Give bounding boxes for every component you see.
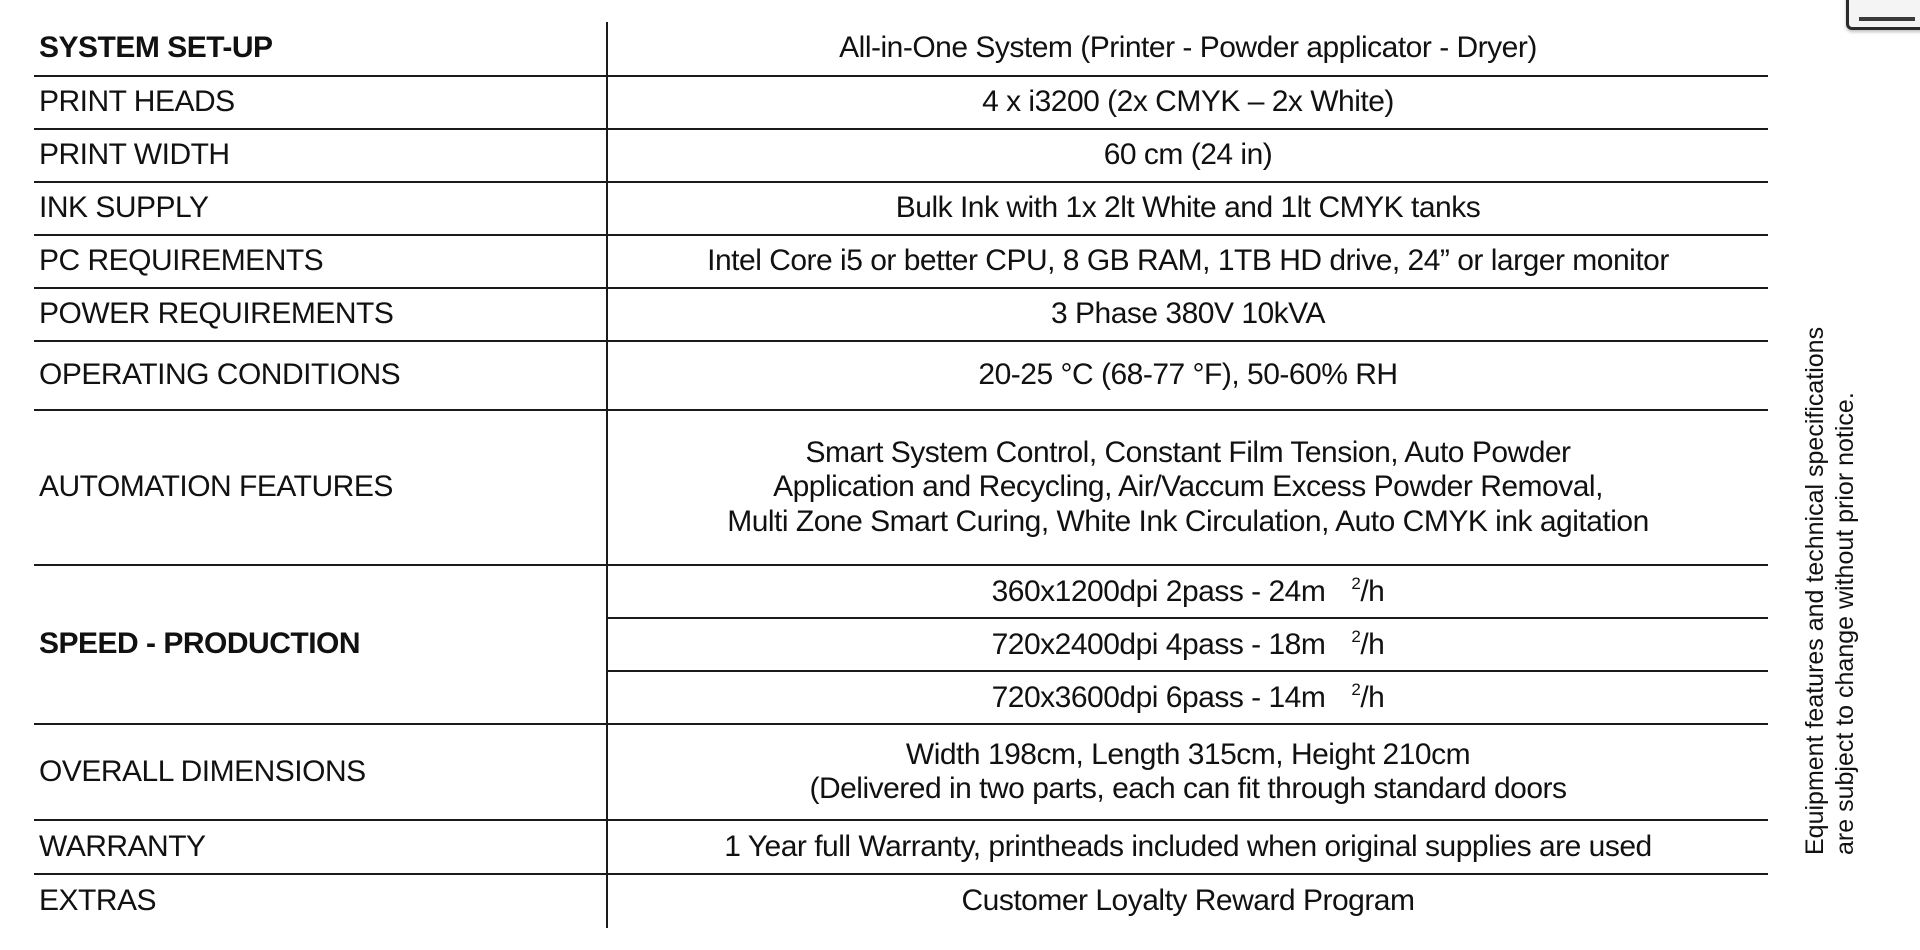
spec-value-print-heads: 4 x i3200 (2x CMYK – 2x White) [607,76,1768,129]
dimensions-line: Width 198cm, Length 315cm, Height 210cm [905,737,1471,771]
automation-feature-line: Multi Zone Smart Curing, White Ink Circulation, Auto CMYK ink agitation [727,504,1649,538]
speed-mode-value [607,618,1768,671]
speed-mode-value [607,565,1768,618]
spec-row-operating-conditions [34,341,1768,410]
spec-label-system-setup: SYSTEM SET-UP [34,22,607,76]
spec-value-pc-requirements: Intel Core i5 or better CPU, 8 GB RAM, 1TB HD drive, 24” or larger monitor [607,235,1768,288]
spec-row-extras [34,874,1768,928]
page-thumbnail-icon [1846,0,1920,30]
automation-feature-line: Smart System Control, Constant Film Tension, Auto Powder [805,435,1571,469]
spec-row-speed-production-1 [34,565,1768,618]
spec-row-warranty [34,820,1768,874]
speed-mode-text: 720x2400dpi 4pass - 18m [991,627,1326,661]
speed-unit-superscript: 2 [1351,679,1361,699]
spec-label-automation-features: AUTOMATION FEATURES [34,410,607,565]
speed-unit-text: /h [1360,574,1385,608]
spec-value-operating-conditions: 20-25 °C (68-77 °F), 50-60% RH [607,341,1768,410]
speed-mode-value [607,671,1768,724]
spec-row-print-width [34,129,1768,182]
spec-value-extras: Customer Loyalty Reward Program [961,884,1415,918]
spec-value-print-width: 60 cm (24 in) [607,129,1768,182]
spec-label-extras: EXTRAS [34,874,607,928]
spec-value-warranty: 1 Year full Warranty, printheads included when original supplies are used [607,820,1768,874]
automation-feature-line: Application and Recycling, Air/Vaccum Excess Powder Removal, [773,470,1603,504]
spec-label-speed-production: SPEED - PRODUCTION [34,565,607,724]
spec-label-print-heads: PRINT HEADS [34,76,607,129]
speed-mode-text: 360x1200dpi 2pass - 24m [991,574,1326,608]
dimensions-line: (Delivered in two parts, each can fit through standard doors [809,772,1567,805]
spec-row-overall-dimensions [34,724,1768,820]
spec-value-overall-dimensions [607,724,1768,820]
speed-mode-text: 720x3600dpi 6pass - 14m [991,680,1326,714]
spec-value-system-setup: All-in-One System (Printer - Powder applicator - Dryer) [607,22,1768,76]
spec-table [34,22,1768,928]
spec-row-automation-features [34,410,1768,565]
disclaimer-line: Equipment features and technical specifications [1801,326,1829,855]
disclaimer-note [1800,215,1860,855]
speed-unit-text: /h [1360,627,1385,661]
spec-label-operating-conditions: OPERATING CONDITIONS [34,341,607,410]
spec-label-overall-dimensions: OVERALL DIMENSIONS [34,724,607,820]
spec-value-power-requirements: 3 Phase 380V 10kVA [607,288,1768,341]
spec-label-print-width: PRINT WIDTH [34,129,607,182]
spec-label-warranty: WARRANTY [34,820,607,874]
spec-row-pc-requirements [34,235,1768,288]
spec-row-system-setup [34,22,1768,76]
speed-unit-text: /h [1360,680,1385,714]
spec-row-ink-supply [34,182,1768,235]
spec-row-print-heads [34,76,1768,129]
spec-label-ink-supply: INK SUPPLY [34,182,607,235]
spec-value-ink-supply: Bulk Ink with 1x 2lt White and 1lt CMYK tanks [607,182,1768,235]
speed-unit-superscript: 2 [1351,573,1361,593]
spec-row-power-requirements [34,288,1768,341]
spec-value-automation-features [607,410,1768,565]
speed-unit-superscript: 2 [1351,626,1361,646]
spec-label-pc-requirements: PC REQUIREMENTS [34,235,607,288]
disclaimer-line: are subject to change without prior notice. [1831,392,1859,855]
spec-label-power-requirements: POWER REQUIREMENTS [34,288,607,341]
